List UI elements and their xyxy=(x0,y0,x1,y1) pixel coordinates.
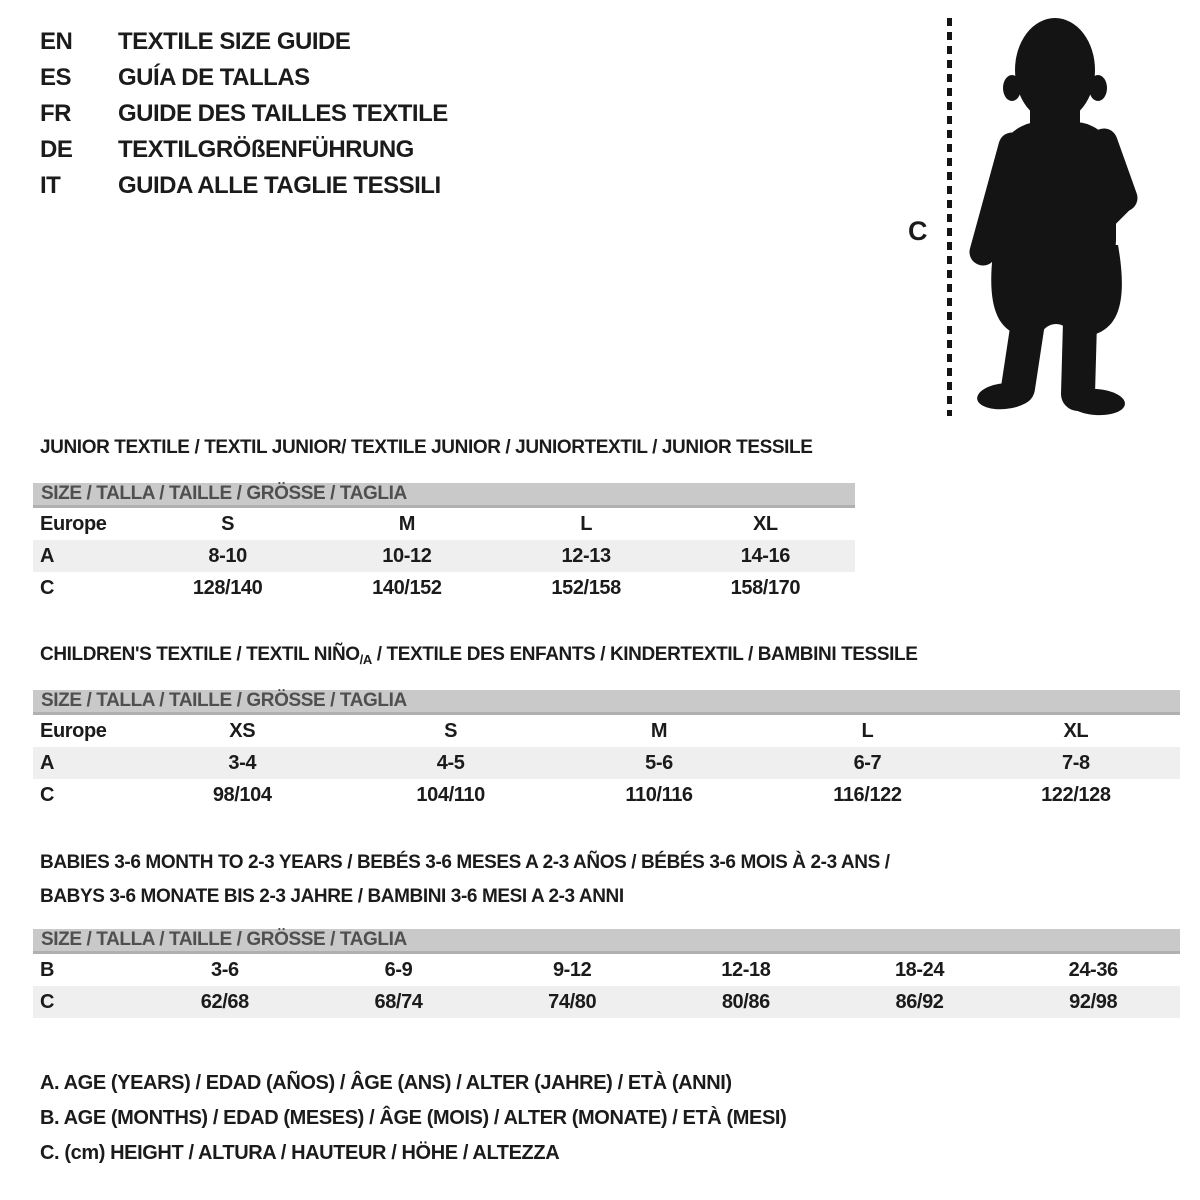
children-table-body xyxy=(33,715,1180,811)
row-label: C xyxy=(40,783,55,806)
table-cell: 140/152 xyxy=(372,576,442,599)
lang-row-en xyxy=(40,24,448,60)
table-cell: 86/92 xyxy=(895,990,944,1013)
table-cell: 12-13 xyxy=(561,544,611,567)
table-cell: 128/140 xyxy=(192,576,263,599)
heading-text-line2: BABYS 3-6 MONATE BIS 2-3 JAHRE / BAMBINI 3-6 MESI A 2-3 ANNI xyxy=(40,886,624,907)
table-cell: 10-12 xyxy=(382,544,432,567)
table-cell: 158/170 xyxy=(730,576,801,599)
table-cell: 110/116 xyxy=(625,783,693,806)
lang-title: GUIDA ALLE TAGLIE TESSILI xyxy=(118,172,441,199)
table-cell: 98/104 xyxy=(212,783,272,806)
lang-title: TEXTILE SIZE GUIDE xyxy=(118,28,351,55)
table-cell: 104/110 xyxy=(416,783,485,806)
footnote-a: A. AGE (YEARS) / EDAD (AÑOS) / ÂGE (ANS) / ALTER (JAHRE) / ETÀ (ANNI) xyxy=(40,1072,732,1094)
table-cell: 7-8 xyxy=(1061,751,1090,774)
lang-title: TEXTILGRÖßENFÜHRUNG xyxy=(118,136,414,163)
size-table-header: SIZE / TALLA / TAILLE / GRÖSSE / TAGLIA xyxy=(33,929,1180,954)
heading-text: CHILDREN'S TEXTILE / TEXTIL NIÑO xyxy=(40,644,360,665)
table-cell: 5-6 xyxy=(645,751,673,774)
row-label: B xyxy=(40,958,55,981)
footnote-c: C. (cm) HEIGHT / ALTURA / HAUTEUR / HÖHE / ALTEZZA xyxy=(40,1142,560,1164)
size-table-header: SIZE / TALLA / TAILLE / GRÖSSE / TAGLIA xyxy=(33,483,855,508)
table-cell: 3-6 xyxy=(210,958,239,981)
lang-row-fr xyxy=(40,96,448,132)
lang-row-es xyxy=(40,60,448,96)
table-cell: 80/86 xyxy=(721,990,770,1013)
table-cell: 14-16 xyxy=(740,544,790,567)
table-cell: 12-18 xyxy=(721,958,771,981)
table-cell: XL xyxy=(1063,719,1089,742)
toddler-silhouette xyxy=(958,10,1143,420)
table-cell: 62/68 xyxy=(200,990,249,1013)
table-cell: M xyxy=(398,512,415,535)
lang-code: ES xyxy=(40,64,72,91)
row-label: Europe xyxy=(40,719,107,742)
table-cell: S xyxy=(444,719,458,742)
table-cell: XL xyxy=(752,512,778,535)
table-row xyxy=(33,779,1180,811)
footnote-b: B. AGE (MONTHS) / EDAD (MESES) / ÂGE (MOIS) / ALTER (MONATE) / ETÀ (MESI) xyxy=(40,1107,787,1129)
table-row xyxy=(33,954,1180,986)
footnotes-block xyxy=(40,1066,786,1171)
row-label: Europe xyxy=(40,512,107,535)
section-heading-children xyxy=(40,644,917,666)
table-row xyxy=(33,715,1180,747)
lang-row-de xyxy=(40,132,448,168)
lang-row-it xyxy=(40,168,448,204)
table-cell: XS xyxy=(229,719,256,742)
table-cell: 116/122 xyxy=(833,783,902,806)
size-table-header: SIZE / TALLA / TAILLE / GRÖSSE / TAGLIA xyxy=(33,690,1180,715)
language-title-block xyxy=(40,24,448,204)
table-cell: M xyxy=(650,719,668,742)
measure-label-c: C xyxy=(908,216,928,246)
section-heading-babies xyxy=(40,846,890,914)
table-cell: 24-36 xyxy=(1068,958,1118,981)
table-cell: L xyxy=(861,719,874,742)
heading-text-line1: BABIES 3-6 MONTH TO 2-3 YEARS / BEBÉS 3-6 MESES A 2-3 AÑOS / BÉBÉS 3-6 MOIS À 2-3 ANS / xyxy=(40,852,890,873)
lang-code: IT xyxy=(40,172,61,199)
table-cell: 8-10 xyxy=(208,544,247,567)
heading-text: / TEXTILE DES ENFANTS / KINDERTEXTIL / BAMBINI TESSILE xyxy=(371,644,918,665)
table-cell: L xyxy=(580,512,593,535)
table-row xyxy=(33,747,1180,779)
lang-code: DE xyxy=(40,136,73,163)
lang-code: FR xyxy=(40,100,71,127)
table-cell: 3-4 xyxy=(228,751,257,774)
table-cell: S xyxy=(221,512,235,535)
table-cell: 9-12 xyxy=(552,958,592,981)
table-cell: 4-5 xyxy=(436,751,465,774)
lang-code: EN xyxy=(40,28,73,55)
table-cell: 92/98 xyxy=(1069,990,1118,1013)
row-label: C xyxy=(40,990,55,1013)
table-row xyxy=(33,508,855,540)
table-row xyxy=(33,986,1180,1018)
section-heading-junior xyxy=(40,437,813,459)
lang-title: GUÍA DE TALLAS xyxy=(118,64,310,91)
table-cell: 18-24 xyxy=(894,958,945,981)
table-row xyxy=(33,572,855,604)
table-row xyxy=(33,540,855,572)
children-size-table xyxy=(33,690,1180,811)
babies-size-table xyxy=(33,929,1180,1018)
table-cell: 74/80 xyxy=(548,990,597,1013)
junior-size-table xyxy=(33,483,855,604)
table-cell: 122/128 xyxy=(1041,783,1111,806)
junior-table-body xyxy=(33,508,855,604)
height-measure-dashed-line xyxy=(947,18,952,416)
heading-text: JUNIOR TEXTILE / TEXTIL JUNIOR/ TEXTILE JUNIOR / JUNIORTEXTIL / JUNIOR TESSILE xyxy=(40,437,813,458)
heading-subscript: /A xyxy=(359,652,372,667)
babies-table-body xyxy=(33,954,1180,1018)
lang-title: GUIDE DES TAILLES TEXTILE xyxy=(118,100,448,127)
row-label: C xyxy=(40,576,55,599)
table-cell: 68/74 xyxy=(374,990,423,1013)
row-label: A xyxy=(40,751,55,774)
row-label: A xyxy=(40,544,55,567)
table-cell: 152/158 xyxy=(551,576,621,599)
table-cell: 6-7 xyxy=(853,751,882,774)
table-cell: 6-9 xyxy=(384,958,413,981)
